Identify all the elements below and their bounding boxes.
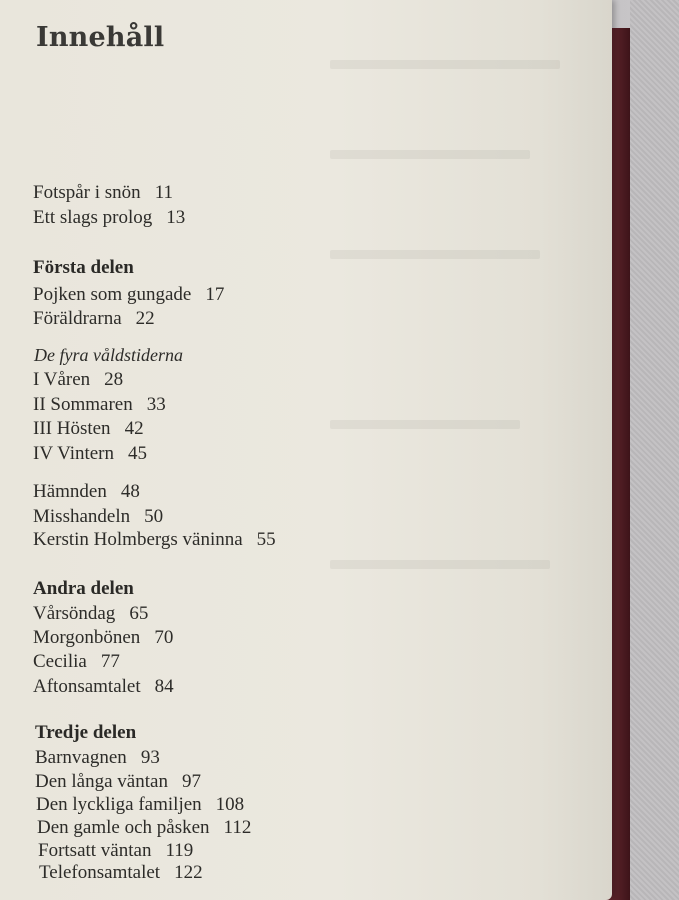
entry-page: 77 <box>100 651 120 672</box>
entry-title: Barnvagnen <box>35 747 127 768</box>
entry-title: Den gamle och påsken <box>37 817 210 838</box>
entry-title: Misshandeln <box>33 506 131 527</box>
entry-page: 93 <box>140 747 160 768</box>
entry-page: 11 <box>154 182 173 203</box>
entry-page: 28 <box>104 369 124 390</box>
entry-page: 112 <box>223 817 252 838</box>
toc-entry <box>33 481 140 503</box>
entry-title: Hämnden <box>33 481 107 502</box>
entry-title: III Hösten <box>33 418 111 439</box>
show-through-line <box>330 250 540 259</box>
entry-title: Ett slags prolog <box>33 207 153 228</box>
entry-page: 33 <box>146 394 166 415</box>
entry-page: 65 <box>129 603 149 624</box>
entry-page: 50 <box>144 506 164 527</box>
toc-entry <box>33 627 173 649</box>
entry-page: 108 <box>215 794 245 815</box>
toc-entry <box>33 284 224 306</box>
toc-entry <box>33 182 173 204</box>
entry-page: 70 <box>154 627 174 648</box>
toc-entry <box>33 443 147 465</box>
background-cloth <box>630 0 679 900</box>
entry-page: 17 <box>205 284 225 305</box>
toc-entry <box>37 817 251 839</box>
toc-entry <box>35 747 160 769</box>
entry-title: Morgonbönen <box>33 627 141 648</box>
entry-title: IV Vintern <box>33 443 115 464</box>
entry-page: 97 <box>181 771 201 792</box>
toc-entry <box>33 529 276 551</box>
toc-entry <box>33 603 148 625</box>
entry-page: 122 <box>174 862 203 883</box>
entry-page: 45 <box>128 443 148 464</box>
toc-entry <box>39 862 203 884</box>
entry-title: Cecilia <box>33 651 87 672</box>
entry-title: Fortsatt väntan <box>38 840 152 861</box>
show-through-line <box>330 420 520 429</box>
toc-entry <box>33 207 185 229</box>
show-through-line <box>330 560 550 569</box>
entry-title: Telefonsamtalet <box>39 862 161 883</box>
entry-page: 119 <box>165 840 194 861</box>
show-through-line <box>330 60 560 69</box>
entry-title: Den lyckliga familjen <box>36 794 202 815</box>
entry-page: 84 <box>154 676 174 697</box>
entry-page: 55 <box>256 529 276 550</box>
show-through-line <box>330 150 530 159</box>
toc-entry <box>33 369 123 391</box>
entry-title: Föräldrarna <box>33 308 122 329</box>
entry-title: Den långa väntan <box>35 771 168 792</box>
section-heading: Andra delen <box>33 578 134 599</box>
toc-entry <box>38 840 193 862</box>
entry-title: Fotspår i snön <box>33 182 141 203</box>
toc-entry <box>33 506 163 528</box>
page-title: Innehåll <box>36 22 165 53</box>
section-heading: Tredje delen <box>35 722 137 743</box>
toc-entry <box>33 676 174 698</box>
entry-page: 13 <box>166 207 186 228</box>
toc-entry <box>33 651 120 673</box>
entry-title: Pojken som gungade <box>33 284 192 305</box>
toc-entry <box>33 394 166 416</box>
entry-page: 42 <box>124 418 144 439</box>
toc-entry <box>33 308 155 330</box>
entry-title: Aftonsamtalet <box>33 676 141 697</box>
entry-page: 48 <box>120 481 140 502</box>
entry-title: Vårsöndag <box>33 603 116 624</box>
section-heading: Första delen <box>33 257 134 278</box>
entry-page: 22 <box>135 308 155 329</box>
entry-title: Kerstin Holmbergs väninna <box>33 529 243 550</box>
toc-entry <box>35 771 201 793</box>
toc-entry <box>36 794 244 816</box>
entry-title: I Våren <box>33 369 91 390</box>
entry-title: II Sommaren <box>33 394 133 415</box>
toc-entry <box>33 418 144 440</box>
subsection-heading: De fyra våldstiderna <box>34 345 183 365</box>
